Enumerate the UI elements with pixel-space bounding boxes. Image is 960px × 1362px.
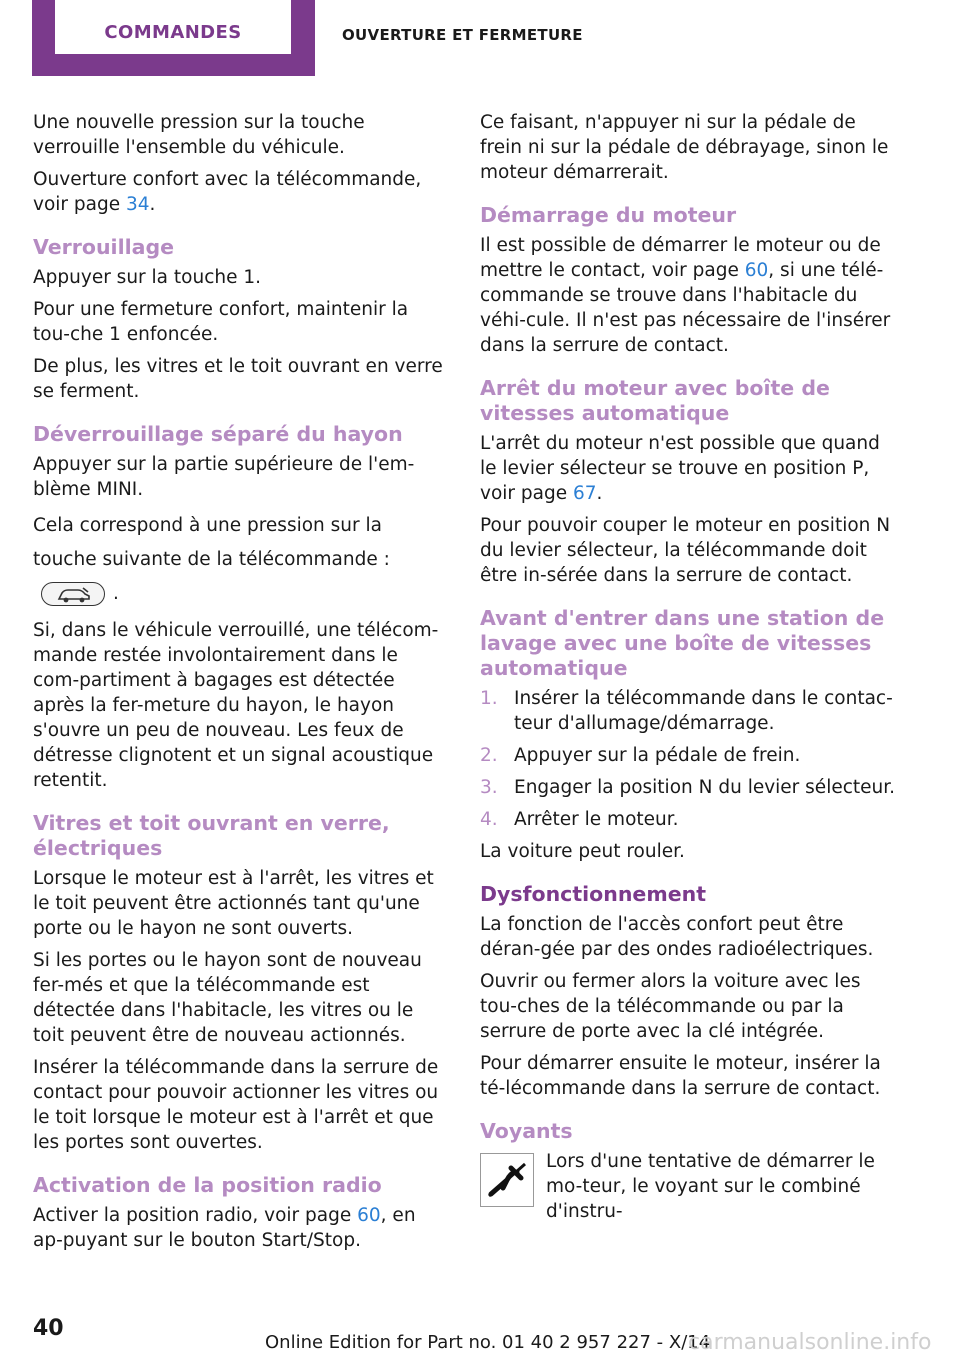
paragraph: Lorsque le moteur est à l'arrêt, les vitres et le toit peuvent être actionnés tant qu'une porte ou le hayon ne sont ouverts.	[33, 868, 434, 939]
paragraph: De plus, les vitres et le toit ouvrant en verre se ferment.	[33, 356, 443, 402]
paragraph: La voiture peut rouler.	[480, 841, 685, 862]
heading-deverrouillage: Déverrouillage séparé du hayon	[33, 422, 403, 446]
heading-demarrage: Démarrage du moteur	[480, 203, 737, 227]
paragraph: Insérer la télécommande dans la serrure de contact pour pouvoir actionner les vitres ou le toit lorsque le moteur est à l'arrêt et que les portes sont ouvertes.	[33, 1057, 439, 1153]
heading-dysfonctionnement: Dysfonctionnement	[480, 882, 706, 906]
paragraph: Cela correspond à une pression sur la touche suivante de la télécommande : .	[33, 515, 390, 604]
page-header	[0, 0, 960, 80]
indicator-block	[480, 1149, 900, 1224]
paragraph: Pour une fermeture confort, maintenir la tou-che 1 enfoncée.	[33, 299, 409, 345]
paragraph: Ouverture confort avec la télécommande, voir page 34.	[33, 169, 422, 215]
page-link[interactable]: 60	[744, 260, 769, 281]
heading-vitres: Vitres et toit ouvrant en verre, électriques	[33, 811, 390, 860]
tailgate-button-icon	[41, 582, 105, 606]
list-item: 2. Appuyer sur la pédale de frein.	[480, 745, 801, 766]
chapter-title: COMMANDES	[104, 22, 242, 43]
page-link[interactable]: 60	[357, 1205, 381, 1226]
paragraph: La fonction de l'accès confort peut être déran-gée par des ondes radioélectriques.	[480, 914, 874, 960]
paragraph: Pour démarrer ensuite le moteur, insérer la té-lécommande dans la serrure de contact.	[480, 1053, 881, 1099]
heading-voyants: Voyants	[480, 1119, 573, 1143]
list-item: 4. Arrêter le moteur.	[480, 809, 679, 830]
paragraph: Appuyer sur la touche 1.	[33, 267, 261, 288]
key-warning-icon	[480, 1153, 534, 1207]
paragraph: Si, dans le véhicule verrouillé, une télécom-mande restée involontairement dans le com-partiment à bagages est détectée après la fer-meture du hayon, le hayon s'ouvre un peu de nouveau. Les feux de détresse clignotent et un signal acoustique retentit.	[33, 620, 439, 791]
watermark: carmanualsonline.info	[688, 1330, 932, 1355]
paragraph: L'arrêt du moteur n'est possible que quand le levier sélecteur se trouve en position P, voir page 67.	[480, 433, 880, 504]
heading-arret: Arrêt du moteur avec boîte de vitesses automatique	[480, 376, 830, 425]
paragraph: Ce faisant, n'appuyer ni sur la pédale de frein ni sur la pédale de débrayage, sinon le moteur démarrerait.	[480, 112, 889, 183]
paragraph: Pour pouvoir couper le moteur en position N du levier sélecteur, la télécommande doit être in-sérée dans la serrure de contact.	[480, 515, 891, 586]
section-title: OUVERTURE ET FERMETURE	[342, 26, 583, 44]
heading-radio: Activation de la position radio	[33, 1173, 382, 1197]
page-link[interactable]: 67	[572, 483, 597, 504]
list-item: 1. Insérer la télécommande dans le contac-teur d'allumage/démarrage.	[480, 688, 893, 734]
heading-verrouillage: Verrouillage	[33, 235, 175, 259]
page-link[interactable]: 34	[125, 194, 150, 215]
paragraph: Il est possible de démarrer le moteur ou de mettre le contact, voir page 60, si une télé-commande se trouve dans l'habitacle du véhi-cule. Il n'est pas nécessaire de l'insérer dans la serrure de contact.	[480, 235, 891, 356]
paragraph: Si les portes ou le hayon sont de nouveau fer-més et que la télécommande est détectée dans l'habitacle, les vitres ou le toit peuvent être de nouveau actionnés.	[33, 950, 422, 1046]
paragraph: Ouvrir ou fermer alors la voiture avec les tou-ches de la télécommande ou par la serrure de porte avec la clé intégrée.	[480, 971, 861, 1042]
left-column	[33, 110, 447, 1260]
paragraph: Une nouvelle pression sur la touche verrouille l'ensemble du véhicule.	[33, 112, 365, 158]
list-item: 3. Engager la position N du levier sélecteur.	[480, 777, 896, 798]
heading-lavage: Avant d'entrer dans une station de lavage avec une boîte de vitesses automatique	[480, 606, 885, 680]
paragraph: Lors d'une tentative de démarrer le mo-teur, le voyant sur le combiné d'instru-	[546, 1151, 875, 1222]
right-column	[480, 110, 900, 1231]
edition-footer: Online Edition for Part no. 01 40 2 957 227 - X/14	[265, 1332, 711, 1353]
paragraph: Appuyer sur la partie supérieure de l'em-blème MINI.	[33, 454, 415, 500]
steps-list	[480, 686, 900, 832]
paragraph: Activer la position radio, voir page 60, en ap-puyant sur le bouton Start/Stop.	[33, 1205, 416, 1251]
page-number: 40	[33, 1316, 64, 1341]
